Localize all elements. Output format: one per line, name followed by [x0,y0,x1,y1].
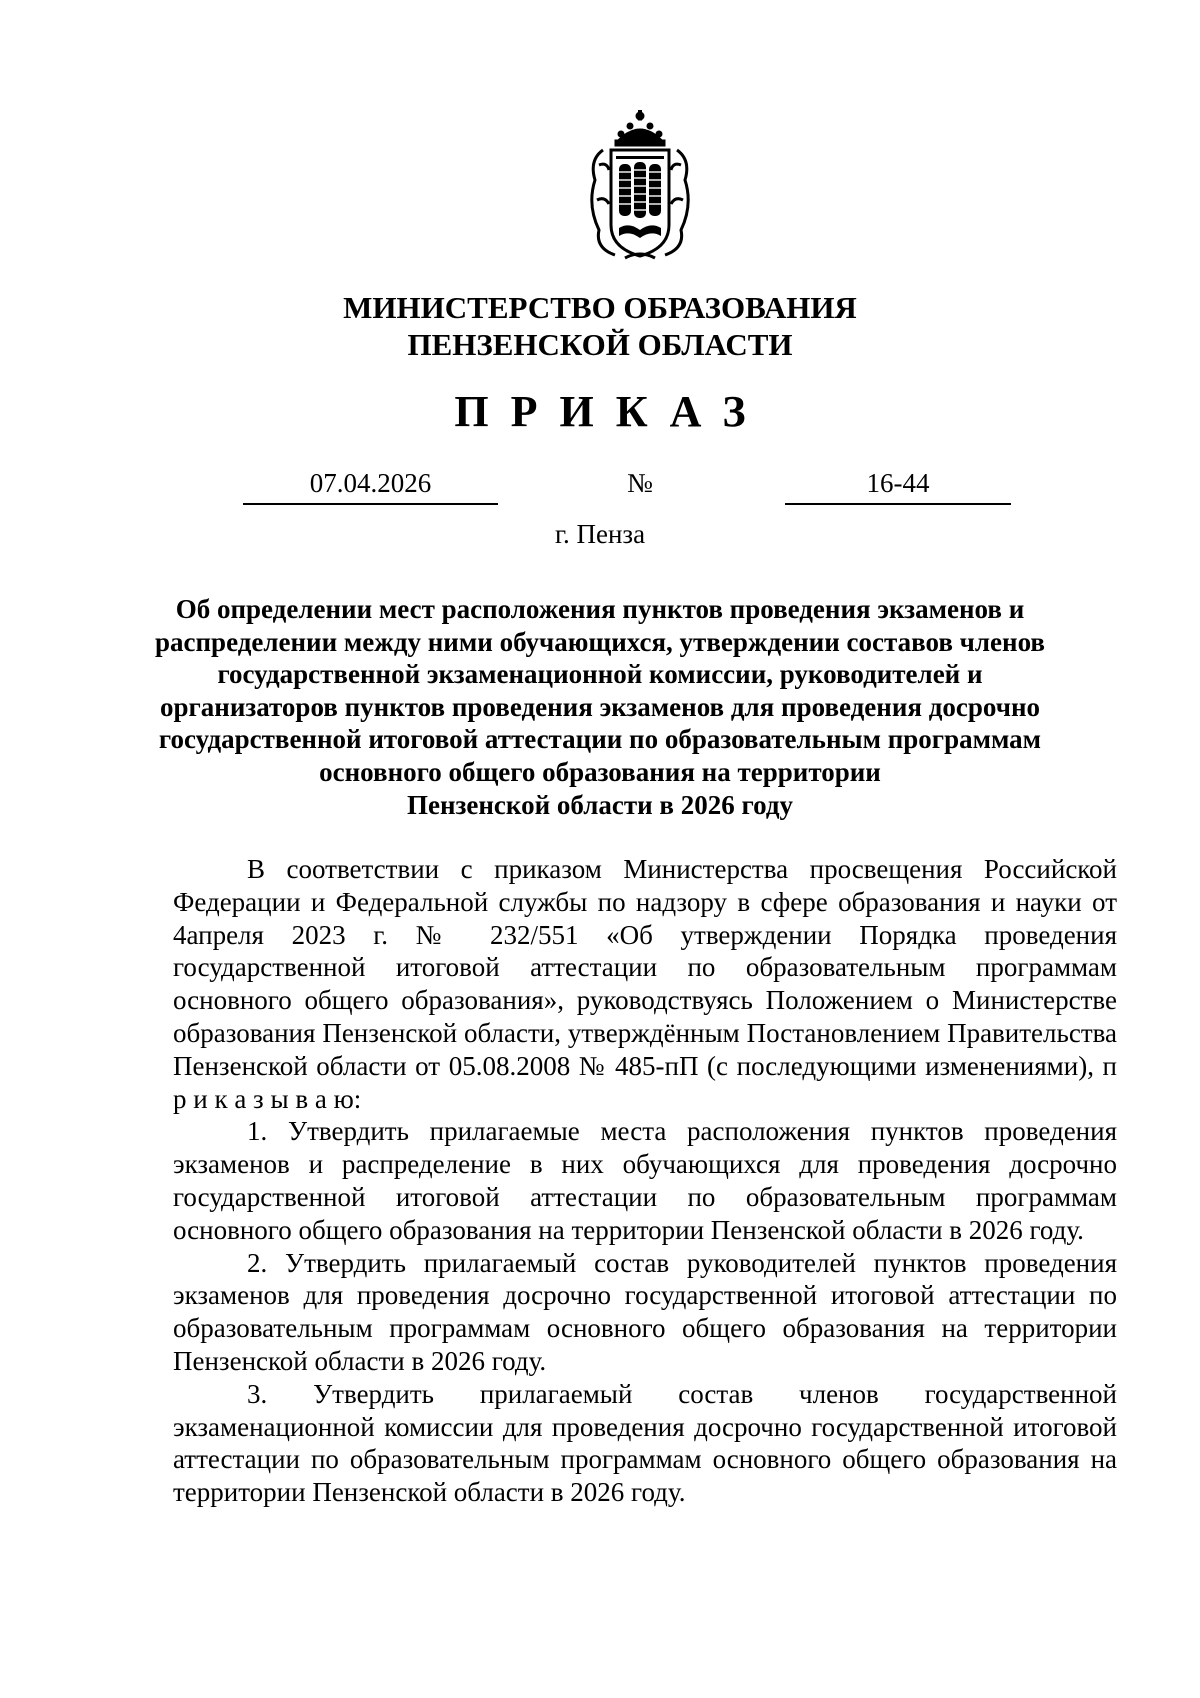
document-type-title: ПРИКАЗ [454,387,768,436]
subject-line: основного общего образования на территории [319,756,881,787]
subject-line: государственной экзаменационной комиссии, руководителей и [217,659,983,690]
penza-coat-of-arms-icon [585,110,695,262]
order-item-3: 3. Утвердить прилагаемый состав членов государственной экзаменационной комиссии для проведения досрочно государственной итоговой аттестации по образовательным программам основного общего образования на территории Пензенской области в 2026 году. [173,1378,1117,1508]
subject-line: Об определении мест расположения пунктов проведения экзаменов и [175,594,1025,624]
ministry-name-line1: МИНИСТЕРСТВО ОБРАЗОВАНИЯ [343,290,857,325]
subject-line: государственной итоговой аттестации по образовательным программам [158,724,1042,755]
document-number: 16-44 [785,467,1011,505]
subject-line: организаторов пунктов проведения экзаменов для проведения досрочно [159,691,1041,722]
order-item-1: 1. Утвердить прилагаемые места расположения пунктов проведения экзаменов и распределение в них обучающихся для проведения досрочно государственной итоговой аттестации по образовательным программам основного общего образования на территории Пензенской области в 2026 году. [173,1116,1117,1245]
order-item-2: 2. Утвердить прилагаемый состав руководителей пунктов проведения экзаменов для проведения досрочно государственной итоговой аттестации по образовательным программам основного общего образования на территории Пензенской области в 2026 году. [173,1247,1117,1376]
number-sign: № [627,468,653,498]
preamble-paragraph: В соответствии с приказом Министерства просвещения Российской Федерации и Федеральной службы по надзору в сфере образования и науки от 4апреля 2023 г. № 232/551 «Об утверждении Порядка проведения государственной итоговой аттестации по образовательным программам основного общего образования», руководствуясь Положением о Министерстве образования Пензенской области, утверждённым Постановлением Правительства Пензенской области от 05.08.2008 № 485-пП (с последующими изменениями), п р и к а з ы в а ю: [173,854,1117,1114]
subject-line: Пензенской области в 2026 году [406,789,793,820]
ministry-name-line2: ПЕНЗЕНСКОЙ ОБЛАСТИ [407,327,793,362]
document-date: 07.04.2026 [243,467,498,505]
document-subject [150,593,1050,821]
document-city: г. Пенза [554,519,646,549]
document-body [173,853,1117,1509]
subject-line: распределении между ними обучающихся, утверждении составов членов [155,626,1045,657]
